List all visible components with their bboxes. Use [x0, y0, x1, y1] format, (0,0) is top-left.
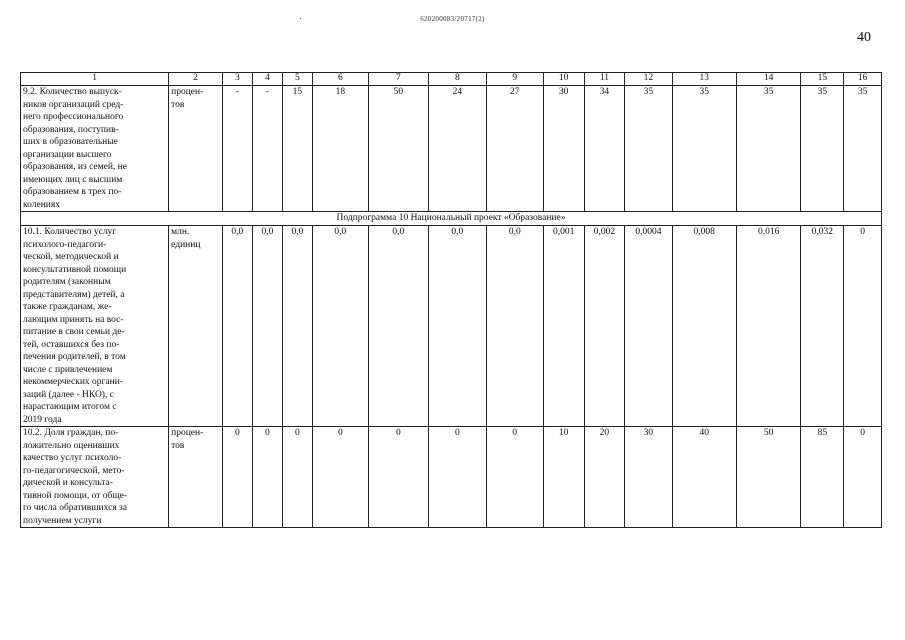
indicator-value: -: [222, 86, 252, 212]
indicator-value: 0: [844, 427, 882, 528]
indicator-value: 30: [543, 86, 584, 212]
indicators-table: [20, 72, 882, 528]
text-line: питание в свои семьи де-: [23, 327, 125, 337]
indicator-value: 30: [625, 427, 672, 528]
text-line: образованием в трех по-: [23, 187, 122, 197]
indicator-value: 35: [672, 86, 736, 212]
text-line: процен-: [171, 428, 204, 438]
indicator-value: 0: [282, 427, 312, 528]
indicator-value: 35: [625, 86, 672, 212]
column-number: 7: [368, 73, 428, 86]
text-line: тивной помощи, от обще-: [23, 490, 128, 501]
text-line: лающим принять на вос-: [23, 314, 124, 325]
column-number: 12: [625, 73, 672, 86]
indicator-value: 27: [486, 86, 543, 212]
table-row: [21, 226, 882, 427]
indicator-value: 20: [584, 427, 625, 528]
column-number: 10: [543, 73, 584, 86]
text-line: го-педагогической, мето-: [23, 465, 125, 476]
section-title: Подпрограмма 10 Национальный проект «Образование»: [21, 212, 882, 226]
indicator-value: 0,032: [801, 226, 844, 427]
text-line: печения родителей, в том: [23, 352, 126, 362]
section-row: [21, 212, 882, 226]
column-number: 16: [844, 73, 882, 86]
column-number: 1: [21, 73, 169, 86]
indicator-value: 0,0: [252, 226, 282, 427]
indicator-value: 50: [368, 86, 428, 212]
indicator-value: 0,002: [584, 226, 625, 427]
indicator-value: 0,008: [672, 226, 736, 427]
text-line: получением услуги: [23, 515, 102, 526]
indicator-value: 35: [736, 86, 800, 212]
indicator-value: 50: [736, 427, 800, 528]
indicator-value: 0: [312, 427, 368, 528]
text-line: 10.1. Количество услуг: [23, 227, 117, 237]
text-line: консультативной помощи: [23, 264, 127, 275]
indicator-value: 0: [368, 427, 428, 528]
column-number: 8: [428, 73, 486, 86]
indicator-value: 0,001: [543, 226, 584, 427]
text-line: млн.: [171, 227, 190, 237]
text-line: ших в образовательные: [23, 137, 118, 147]
text-line: процен-: [171, 87, 204, 97]
indicator-value: 0,0: [428, 226, 486, 427]
indicator-value: 0,0: [222, 226, 252, 427]
indicator-value: 0,0: [486, 226, 543, 427]
indicator-value: 0,0: [282, 226, 312, 427]
text-line: колениях: [23, 199, 61, 210]
text-line: ников организаций сред-: [23, 99, 124, 110]
text-line: заций (далее - НКО), с: [23, 389, 114, 400]
text-line: качество услуг психоло-: [23, 453, 122, 463]
text-line: нарастающим итогом с: [23, 402, 117, 412]
page-number: 40: [857, 30, 871, 45]
indicator-value: 35: [801, 86, 844, 212]
column-numbers-row: [21, 73, 882, 86]
indicator-value: 34: [584, 86, 625, 212]
indicator-value: 15: [282, 86, 312, 212]
text-line: родителям (законным: [23, 277, 111, 287]
text-line: тов: [171, 440, 185, 451]
indicator-value: 24: [428, 86, 486, 212]
text-line: психолого-педагоги-: [23, 239, 107, 250]
text-line: имеющих лиц с высшим: [23, 174, 123, 185]
indicator-value: 0,0: [312, 226, 368, 427]
indicator-value: 0: [486, 427, 543, 528]
table-row: [21, 427, 882, 528]
indicator-value: 0,0004: [625, 226, 672, 427]
column-number: 13: [672, 73, 736, 86]
text-line: некоммерческих органи-: [23, 377, 123, 387]
scan-dot: [300, 18, 301, 19]
indicator-name: [21, 226, 169, 427]
indicator-value: 0: [222, 427, 252, 528]
indicator-unit: [169, 86, 223, 212]
indicator-value: 0,0: [368, 226, 428, 427]
text-line: образования, из семей, не: [23, 162, 127, 172]
text-line: го числа обратившихся за: [23, 503, 128, 513]
text-line: единиц: [171, 239, 201, 250]
text-line: дической и консульта-: [23, 478, 113, 488]
column-number: 14: [736, 73, 800, 86]
text-line: тей, оставшихся без по-: [23, 339, 120, 350]
column-number: 6: [312, 73, 368, 86]
text-line: 10.2. Доля граждан, по-: [23, 428, 119, 438]
indicator-value: 0: [252, 427, 282, 528]
text-line: ческой, методической и: [23, 252, 119, 262]
text-line: также гражданам, же-: [23, 302, 112, 312]
indicator-value: 0: [428, 427, 486, 528]
text-line: представителям) детей, а: [23, 289, 125, 300]
indicator-value: -: [252, 86, 282, 212]
indicator-unit: [169, 427, 223, 528]
document-id: 620200083/20717(2): [420, 15, 485, 23]
text-line: него профессионального: [23, 112, 124, 122]
text-line: ложительно оценивших: [23, 440, 120, 451]
column-number: 3: [222, 73, 252, 86]
indicator-value: 0: [844, 226, 882, 427]
text-line: 2019 года: [23, 414, 62, 425]
column-number: 9: [486, 73, 543, 86]
text-line: числе с привлечением: [23, 364, 113, 375]
column-number: 15: [801, 73, 844, 86]
indicator-value: 40: [672, 427, 736, 528]
column-number: 4: [252, 73, 282, 86]
indicator-value: 35: [844, 86, 882, 212]
column-number: 2: [169, 73, 223, 86]
table-row: [21, 86, 882, 212]
column-number: 11: [584, 73, 625, 86]
column-number: 5: [282, 73, 312, 86]
text-line: организации высшего: [23, 149, 112, 160]
indicator-value: 85: [801, 427, 844, 528]
indicator-value: 18: [312, 86, 368, 212]
indicator-value: 10: [543, 427, 584, 528]
indicator-name: [21, 427, 169, 528]
indicator-name: [21, 86, 169, 212]
indicator-value: 0,016: [736, 226, 800, 427]
text-line: образования, поступив-: [23, 124, 119, 135]
text-line: 9.2. Количество выпуск-: [23, 87, 122, 97]
text-line: тов: [171, 99, 185, 110]
indicator-unit: [169, 226, 223, 427]
